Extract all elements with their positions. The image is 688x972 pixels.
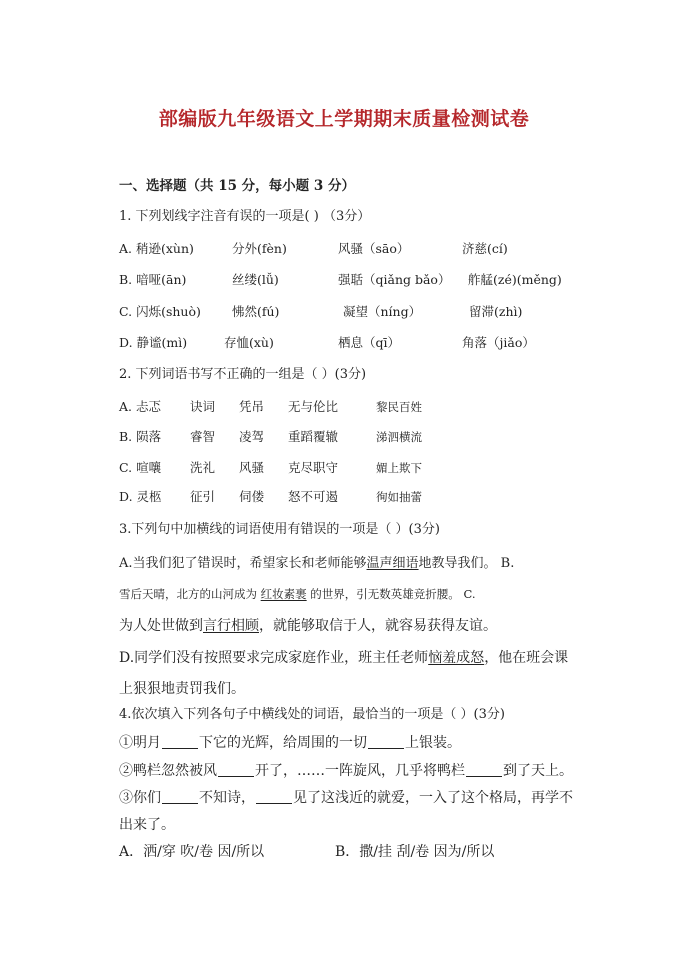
q2-b-w2: 睿智	[190, 429, 216, 444]
q2-a-w4: 无与伦比	[288, 399, 339, 414]
q1-a-word4: 济慈(cí)	[462, 241, 508, 256]
q1-c-word4: 留滞(zhì)	[469, 304, 523, 319]
q1-c-word3: 凝望（níng）	[343, 304, 422, 319]
q1-d-word3: 栖息（qī）	[338, 335, 400, 350]
blank	[256, 789, 292, 804]
q4-option-b: B．撒/挂 刮/卷 因为/所以	[335, 844, 495, 860]
exam-title: 部编版九年级语文上学期期末质量检测试卷	[158, 108, 530, 130]
q2-b-w5: 涕泗横流	[376, 430, 422, 444]
q2-c-w3: 风骚	[239, 460, 265, 475]
q4-sentence-3-cont: 出来了。	[119, 817, 175, 833]
q2-c-w2: 洗礼	[190, 460, 216, 475]
q2-option-c: C. 喧嚷	[119, 460, 162, 475]
q1-b-word2: 丝缕(lǚ)	[232, 272, 279, 287]
q2-b-w3: 凌驾	[239, 429, 265, 444]
q2-d-w2: 征引	[190, 489, 216, 504]
q1-option-a: A. 稍逊(xùn)	[119, 241, 194, 256]
blank	[162, 789, 198, 804]
q4-stem: 4.依次填入下列各句子中横线处的词语，最恰当的一项是（ ）(3分)	[119, 707, 505, 722]
q3-option-a: A.当我们犯了错误时，希望家长和老师能够温声细语地教导我们。 B.	[119, 556, 515, 571]
q1-d-word2: 存恤(xù)	[224, 335, 274, 350]
q3-stem: 3.下列句中加横线的词语使用有错误的一项是（ ）(3分)	[119, 522, 440, 537]
q1-d-word4: 角落（jiǎo）	[462, 335, 535, 350]
q1-b-word3: 强聒（qiǎng bǎo）	[338, 272, 451, 287]
q4-sentence-1: ①明月 下它的光辉，给周围的一切 上银装。	[119, 735, 461, 751]
section-heading: 一、选择题（共 15 分，每小题 3 分）	[119, 178, 355, 194]
q1-option-d: D. 静谧(mì)	[119, 335, 188, 350]
blank	[466, 762, 502, 777]
q1-a-word2: 分外(fèn)	[232, 241, 287, 256]
q3-option-d: D.同学们没有按照要求完成家庭作业，班主任老师恼羞成怒，他在班会课	[119, 650, 569, 666]
q1-option-c: C. 闪烁(shuò)	[119, 304, 201, 319]
q2-d-w3: 伺偻	[239, 489, 265, 504]
q2-option-a: A. 忐忑	[119, 399, 161, 414]
q1-a-word3: 风骚（sāo）	[338, 241, 410, 256]
blank	[162, 734, 198, 749]
q2-d-w4: 怒不可遏	[288, 489, 339, 504]
q3-option-d-cont: 上狠狠地责罚我们。	[119, 681, 245, 697]
q2-c-w5: 媚上欺下	[376, 461, 422, 475]
q2-stem: 2. 下列词语书写不正确的一组是（ ）(3分)	[119, 367, 367, 382]
q2-c-w4: 克尽职守	[288, 460, 339, 475]
q4-option-a: A．洒/穿 吹/卷 因/所以	[119, 844, 265, 860]
q2-option-d: D. 灵柩	[119, 489, 162, 504]
q4-sentence-2: ②鸭栏忽然被风 开了，……一阵旋风，几乎将鸭栏 到了天上。	[119, 763, 573, 779]
q3-option-c: 为人处世做到言行相顾，就能够取信于人，就容易获得友谊。	[119, 618, 497, 634]
q2-a-w3: 凭吊	[239, 399, 265, 414]
q4-sentence-3: ③你们 不知诗， 见了这浅近的就爱，一入了这个格局，再学不	[119, 790, 573, 806]
q2-a-w5: 黎民百姓	[376, 400, 422, 414]
q3-option-b: 雪后天晴，北方的山河成为 红妆素裹 的世界，引无数英雄竞折腰。 C.	[119, 587, 476, 601]
q2-a-w2: 诀词	[190, 399, 216, 414]
q1-option-b: B. 喑哑(ān)	[119, 272, 187, 287]
blank	[368, 734, 404, 749]
q1-stem: 1. 下列划线字注音有误的一项是( ) （3分）	[119, 209, 371, 224]
q1-c-word2: 怫然(fú)	[232, 304, 280, 319]
q2-b-w4: 重蹈覆辙	[288, 429, 339, 444]
q2-d-w5: 徇如抽蕾	[376, 490, 422, 504]
q1-b-word4: 舴艋(zé)(měng)	[468, 272, 562, 287]
q2-option-b: B. 陨落	[119, 429, 162, 444]
blank	[218, 762, 254, 777]
